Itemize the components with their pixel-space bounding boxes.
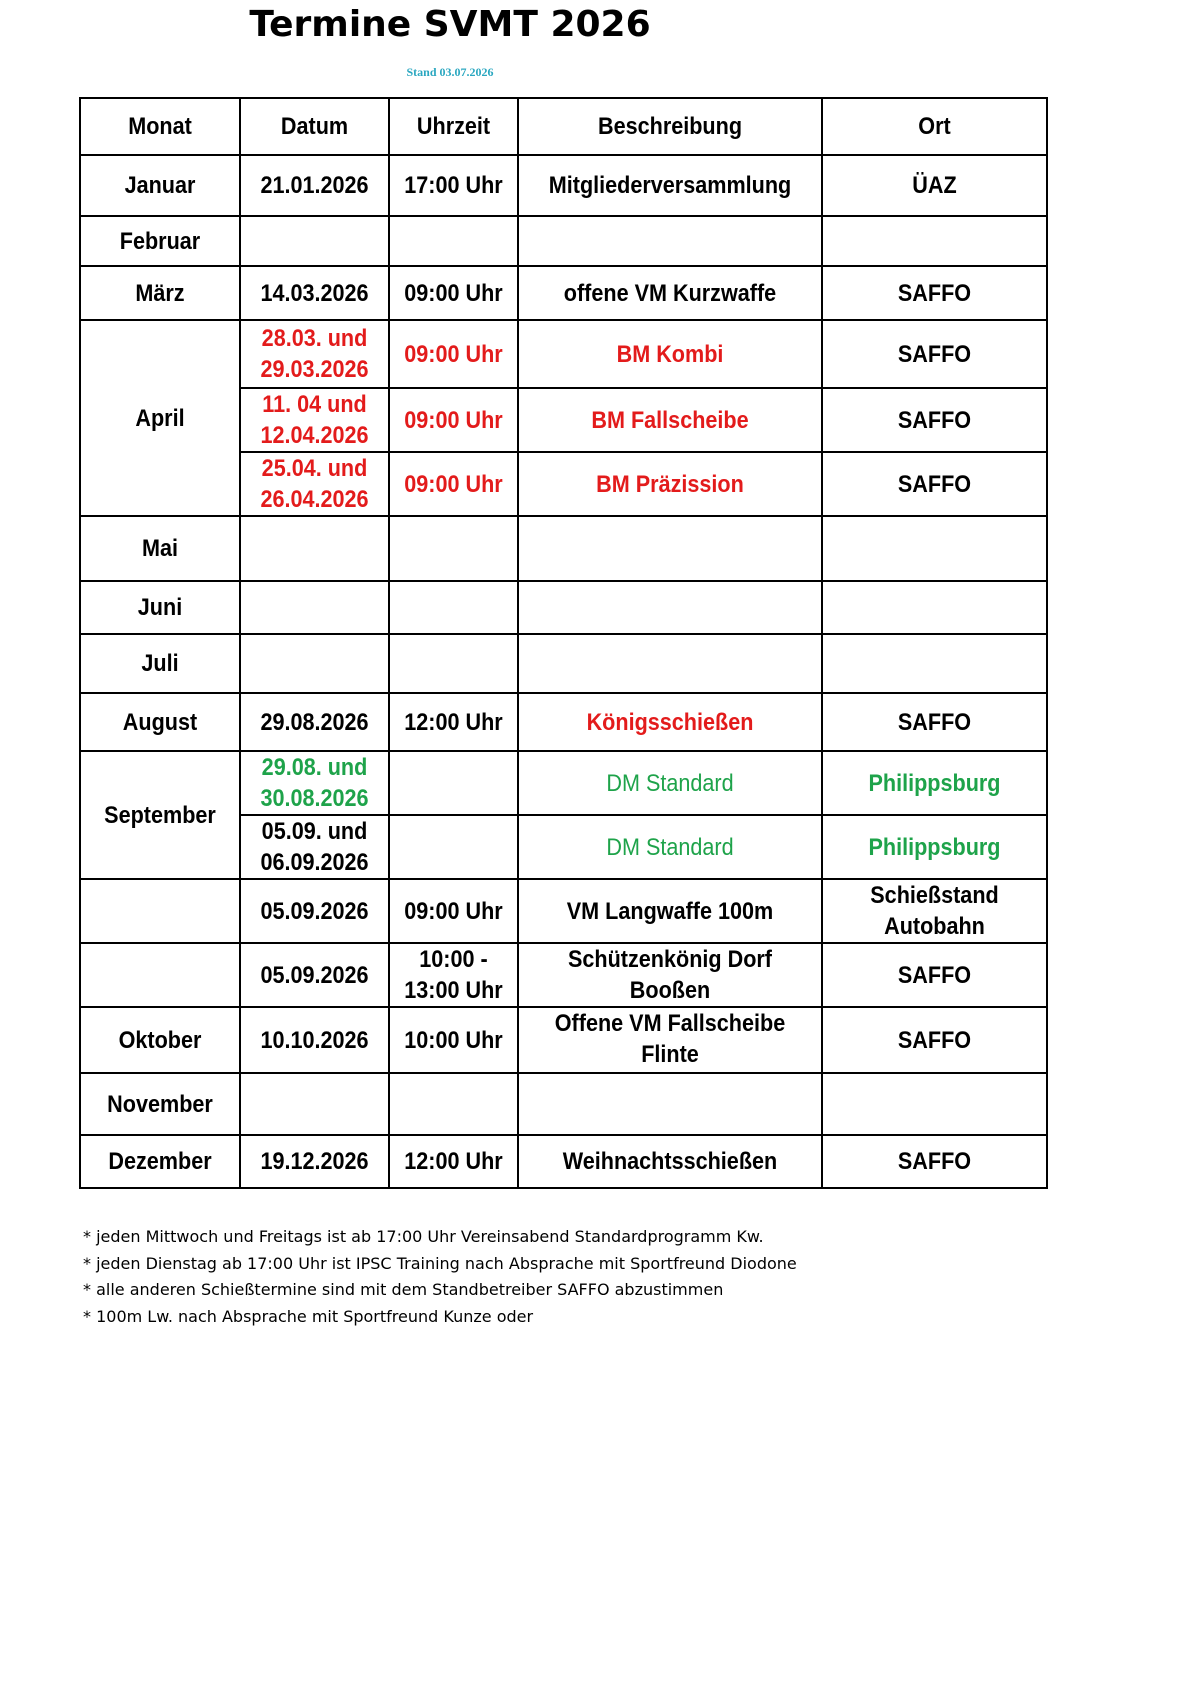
ort-cell <box>833 216 1036 266</box>
uhrzeit-cell: 09:00 Uhr <box>395 879 511 943</box>
header-monat: Monat <box>88 98 232 155</box>
header-ort: Ort <box>833 98 1036 155</box>
beschreibung-cell: offene VM Kurzwaffe <box>533 266 807 320</box>
uhrzeit-line: 13:00 Uhr <box>404 977 503 1004</box>
ort-cell: Philippsburg <box>833 751 1036 815</box>
uhrzeit-cell: 09:00 Uhr <box>395 320 511 388</box>
uhrzeit-cell: 12:00 Uhr <box>395 693 511 751</box>
uhrzeit-cell: 09:00 Uhr <box>395 452 511 516</box>
uhrzeit-cell <box>395 751 511 815</box>
beschreibung-cell <box>533 634 807 693</box>
uhrzeit-cell: 12:00 Uhr <box>395 1135 511 1188</box>
uhrzeit-cell: 09:00 Uhr <box>395 266 511 320</box>
datum-cell <box>247 320 381 388</box>
ort-cell: SAFFO <box>833 452 1036 516</box>
ort-cell: SAFFO <box>833 693 1036 751</box>
note-line: * jeden Dienstag ab 17:00 Uhr ist IPSC Training nach Absprache mit Sportfreund Diodone <box>83 1253 797 1273</box>
datum-line: 25.04. und <box>261 455 368 482</box>
datum-cell: 21.01.2026 <box>247 155 381 216</box>
monat-cell: Dezember <box>88 1135 232 1188</box>
datum-cell <box>247 751 381 815</box>
uhrzeit-cell <box>395 943 511 1007</box>
note-line: * jeden Mittwoch und Freitags ist ab 17:00 Uhr Vereinsabend Standardprogramm Kw. <box>83 1227 764 1246</box>
table-row <box>80 634 1047 693</box>
note-line: * alle anderen Schießtermine sind mit dem Standbetreiber SAFFO abzustimmen <box>83 1280 724 1299</box>
uhrzeit-cell <box>395 581 511 634</box>
table-row <box>80 516 1047 581</box>
beschreibung-cell: Königsschießen <box>533 693 807 751</box>
stand-date: Stand 03.07.2026 <box>406 65 494 79</box>
table-row <box>80 1073 1047 1135</box>
datum-cell <box>247 388 381 452</box>
header-beschreibung: Beschreibung <box>533 98 807 155</box>
monat-cell: März <box>88 266 232 320</box>
beschreibung-cell <box>533 581 807 634</box>
monat-cell: April <box>88 320 232 516</box>
table-row <box>80 1007 1047 1073</box>
uhrzeit-cell: 17:00 Uhr <box>395 155 511 216</box>
notes <box>83 1224 797 1330</box>
monat-cell: Mai <box>88 516 232 581</box>
datum-cell <box>247 1073 381 1135</box>
datum-line: 11. 04 und <box>262 391 367 418</box>
header-uhrzeit: Uhrzeit <box>395 98 511 155</box>
datum-cell <box>247 516 381 581</box>
table-row <box>80 581 1047 634</box>
beschreibung-cell: DM Standard <box>533 815 807 879</box>
uhrzeit-cell <box>395 216 511 266</box>
uhrzeit-line: 10:00 - <box>419 946 488 973</box>
beschreibung-cell: Weihnachtsschießen <box>533 1135 807 1188</box>
ort-line: Autobahn <box>884 913 985 940</box>
datum-line: 06.09.2026 <box>260 849 369 876</box>
datum-cell: 05.09.2026 <box>247 943 381 1007</box>
monat-cell: Oktober <box>88 1007 232 1073</box>
uhrzeit-cell: 10:00 Uhr <box>395 1007 511 1073</box>
table-row <box>80 1135 1047 1188</box>
uhrzeit-cell <box>395 815 511 879</box>
table-row <box>80 266 1047 320</box>
uhrzeit-cell: 09:00 Uhr <box>395 388 511 452</box>
datum-cell: 29.08.2026 <box>247 693 381 751</box>
ort-cell: SAFFO <box>833 1007 1036 1073</box>
monat-cell: August <box>88 693 232 751</box>
ort-cell <box>833 581 1036 634</box>
datum-line: 05.09. und <box>261 818 368 845</box>
beschreibung-cell: BM Fallscheibe <box>533 388 807 452</box>
monat-cell: November <box>88 1073 232 1135</box>
beschreibung-cell: DM Standard <box>533 751 807 815</box>
ort-line: Schießstand <box>870 882 999 909</box>
monat-cell <box>88 943 232 1007</box>
datum-cell <box>247 581 381 634</box>
ort-cell: ÜAZ <box>833 155 1036 216</box>
datum-cell <box>247 815 381 879</box>
beschreibung-cell: BM Präzission <box>533 452 807 516</box>
ort-cell <box>833 1073 1036 1135</box>
monat-cell: Juli <box>88 634 232 693</box>
monat-cell: Juni <box>88 581 232 634</box>
datum-cell <box>247 452 381 516</box>
ort-cell: Philippsburg <box>833 815 1036 879</box>
header-row <box>80 98 1047 155</box>
beschreibung-cell: VM Langwaffe 100m <box>533 879 807 943</box>
monat-cell: September <box>88 751 232 879</box>
header-datum: Datum <box>247 98 381 155</box>
beschreibung-cell: Schützenkönig Dorf Booßen <box>533 943 807 1007</box>
ort-cell <box>833 634 1036 693</box>
table-row <box>80 943 1047 1007</box>
beschreibung-cell <box>533 1073 807 1135</box>
datum-line: 12.04.2026 <box>260 422 369 449</box>
datum-line: 28.03. und <box>261 325 368 352</box>
ort-cell: SAFFO <box>833 1135 1036 1188</box>
datum-line: 30.08.2026 <box>260 785 369 812</box>
datum-line: 29.03.2026 <box>260 356 369 383</box>
datum-line: 26.04.2026 <box>260 486 369 513</box>
datum-cell: 10.10.2026 <box>247 1007 381 1073</box>
schedule-table <box>79 97 1048 1189</box>
monat-cell: Februar <box>88 216 232 266</box>
beschreibung-cell <box>533 216 807 266</box>
datum-cell <box>247 216 381 266</box>
ort-cell: SAFFO <box>833 388 1036 452</box>
table-row <box>80 751 1047 815</box>
table-row <box>80 155 1047 216</box>
beschreibung-cell <box>533 516 807 581</box>
datum-cell: 19.12.2026 <box>247 1135 381 1188</box>
ort-cell: SAFFO <box>833 320 1036 388</box>
uhrzeit-cell <box>395 1073 511 1135</box>
beschreibung-cell: Offene VM Fallscheibe Flinte <box>533 1007 807 1073</box>
table-row <box>80 320 1047 388</box>
note-line: * 100m Lw. nach Absprache mit Sportfreund Kunze oder <box>83 1306 534 1326</box>
datum-cell: 05.09.2026 <box>247 879 381 943</box>
table-row <box>80 879 1047 943</box>
monat-cell <box>88 879 232 943</box>
datum-cell: 14.03.2026 <box>247 266 381 320</box>
ort-cell <box>833 879 1036 943</box>
beschreibung-cell: BM Kombi <box>533 320 807 388</box>
table-row <box>80 216 1047 266</box>
ort-cell: SAFFO <box>833 266 1036 320</box>
datum-line: 29.08. und <box>261 754 368 781</box>
monat-cell: Januar <box>88 155 232 216</box>
datum-cell <box>247 634 381 693</box>
page-title: Termine SVMT 2026 <box>249 4 651 45</box>
uhrzeit-cell <box>395 634 511 693</box>
beschreibung-cell: Mitgliederversammlung <box>533 155 807 216</box>
ort-cell <box>833 516 1036 581</box>
ort-cell: SAFFO <box>833 943 1036 1007</box>
uhrzeit-cell <box>395 516 511 581</box>
table-row <box>80 693 1047 751</box>
